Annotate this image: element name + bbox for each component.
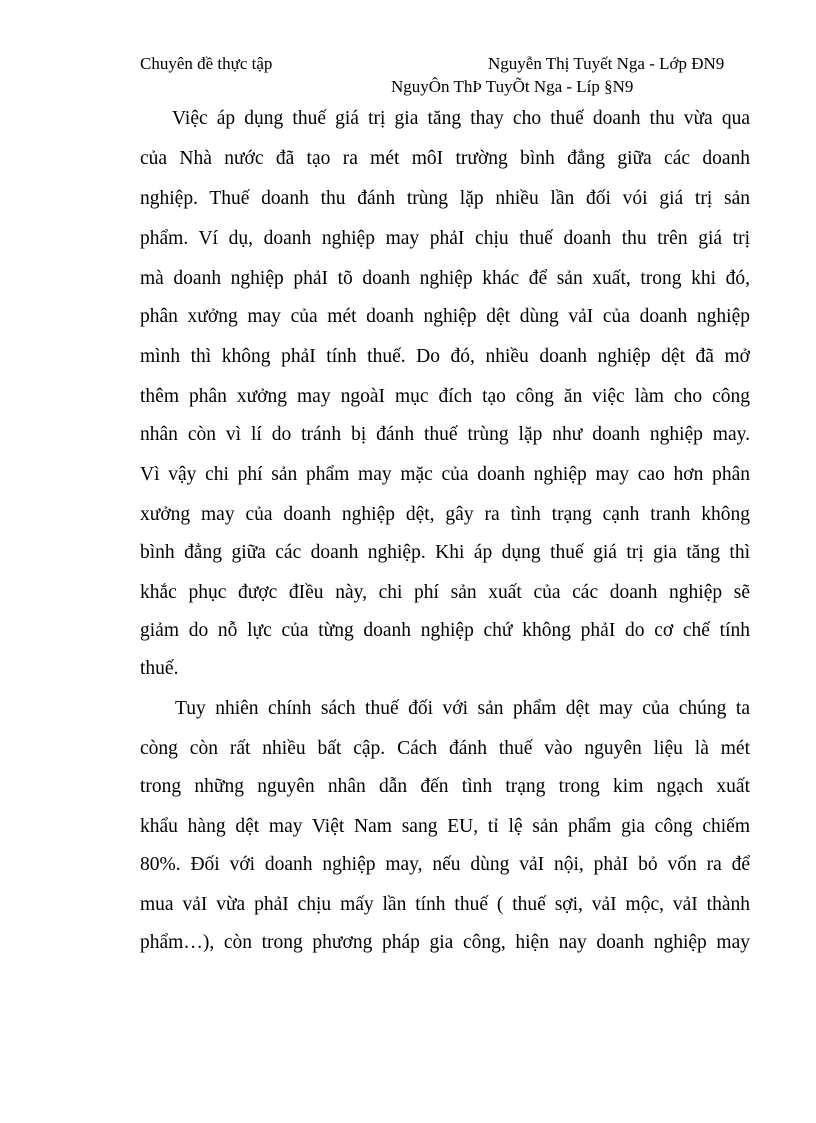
paragraph-1-line-5: mà doanh nghiệp phảI tõ doanh nghiệp khác để sản xuất, trong khi đó,: [140, 268, 750, 289]
paragraph-1-line-9: nhân còn vì lí do tránh bị đánh thuế trùng lặp như doanh nghiệp may.: [140, 424, 750, 445]
header-author-class: Nguyễn Thị Tuyết Nga - Lớp ĐN9: [488, 54, 725, 73]
paragraph-2-line-5: 80%. Đối với doanh nghiệp may, nếu dùng vảI nội, phảI bỏ vốn ra để: [140, 854, 750, 875]
paragraph-2-line-2: còng còn rất nhiều bất cập. Cách đánh thuế vào nguyên liệu là mét: [140, 738, 750, 759]
paragraph-1-line-11: xưởng may của doanh nghiệp dệt, gây ra tình trạng cạnh tranh không: [140, 504, 750, 525]
paragraph-2-line-4: khẩu hàng dệt may Việt Nam sang EU, tỉ lệ sản phẩm gia công chiếm: [140, 816, 750, 837]
paragraph-1-line-15: thuế.: [140, 658, 179, 679]
paragraph-1-line-2: của Nhà nước đã tạo ra mét môI trường bình đẳng giữa các doanh: [140, 148, 750, 169]
paragraph-2-line-6: mua vảI vừa phảI chịu mấy lần tính thuế ( thuế sợi, vảI mộc, vảI thành: [140, 894, 750, 915]
paragraph-1-line-8: thêm phân xưởng may ngoàI mục đích tạo công ăn việc làm cho công: [140, 386, 750, 407]
paragraph-1-line-4: phẩm. Ví dụ, doanh nghiệp may phảI chịu thuế doanh thu trên giá trị: [140, 228, 750, 249]
paragraph-1-line-10: Vì vậy chi phí sản phẩm may mặc của doanh nghiệp may cao hơn phân: [140, 464, 750, 485]
paragraph-1-line-6: phân xưởng may của mét doanh nghiệp dệt dùng vảI của doanh nghiệp: [140, 306, 750, 327]
paragraph-1-line-1: Việc áp dụng thuế giá trị gia tăng thay cho thuế doanh thu vừa qua: [172, 108, 750, 129]
paragraph-1-line-14: giảm do nỗ lực của từng doanh nghiệp chứ không phảI do cơ chế tính: [140, 620, 750, 641]
header-author-class-garbled: NguyÔn ThÞ TuyÕt Nga - Líp §N9: [391, 77, 634, 96]
paragraph-1-line-7: mình thì không phảI tính thuế. Do đó, nhiều doanh nghiệp dệt đã mở: [140, 346, 750, 367]
paragraph-2-line-7: phẩm…), còn trong phương pháp gia công, hiện nay doanh nghiệp may: [140, 932, 750, 953]
paragraph-2-line-3: trong những nguyên nhân dẫn đến tình trạng trong kim ngạch xuất: [140, 776, 750, 797]
paragraph-1-line-3: nghiệp. Thuế doanh thu đánh trùng lặp nhiều lần đối vói giá trị sản: [140, 188, 750, 209]
paragraph-1-line-12: bình đẳng giữa các doanh nghiệp. Khi áp dụng thuế giá trị gia tăng thì: [140, 542, 750, 563]
header-section-title: Chuyên đề thực tập: [140, 54, 273, 73]
paragraph-2-line-1: Tuy nhiên chính sách thuế đối với sản phẩm dệt may của chúng ta: [175, 698, 750, 719]
paragraph-1-line-13: khắc phục được đIều này, chi phí sản xuất của các doanh nghiệp sẽ: [140, 582, 750, 603]
